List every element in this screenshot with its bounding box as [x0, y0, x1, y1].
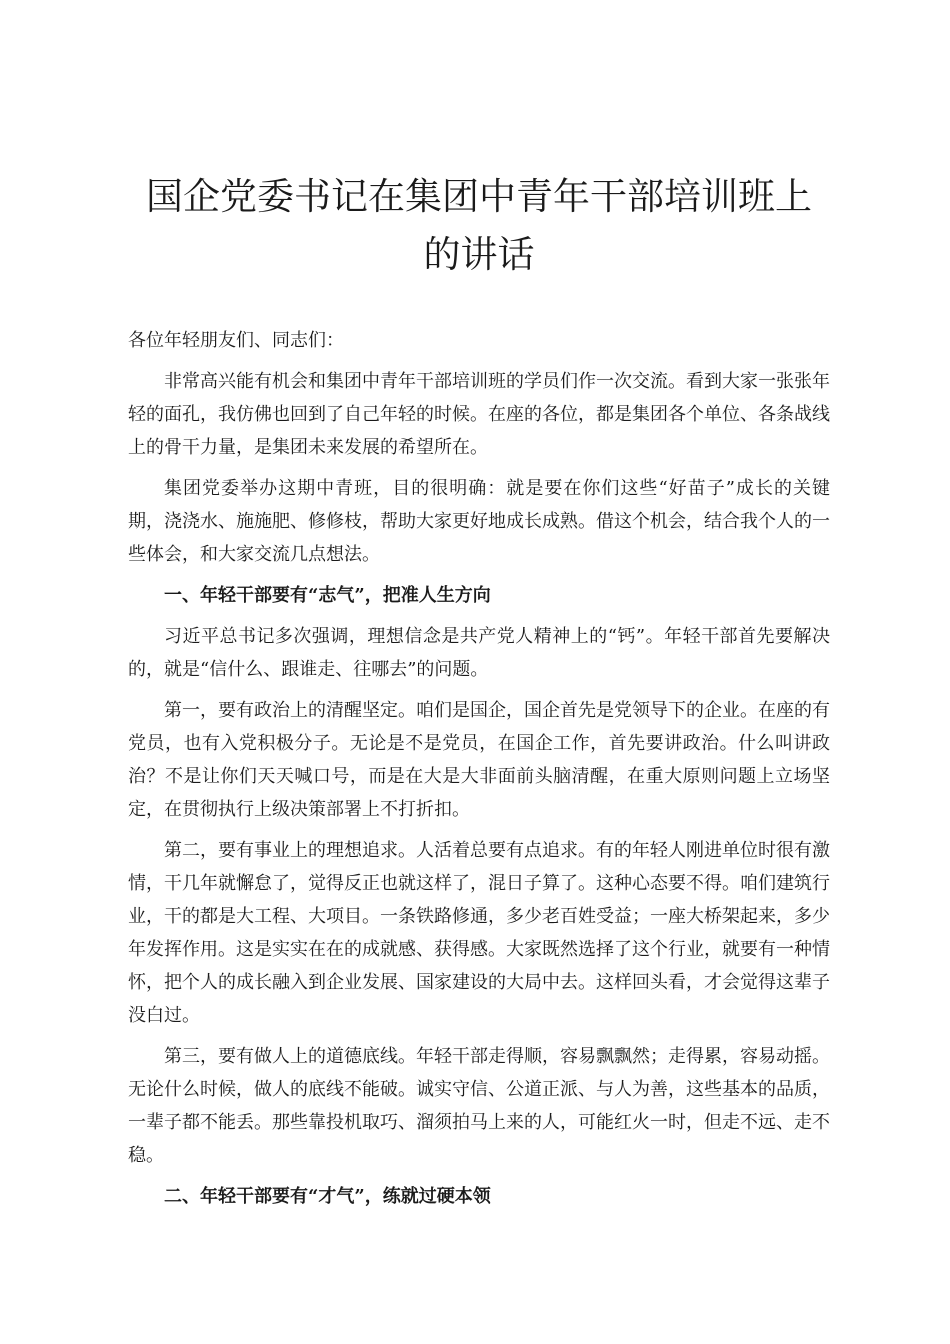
section-1-paragraph-2: 第一，要有政治上的清醒坚定。咱们是国企，国企首先是党领导下的企业。在座的有党员，也有入党积极分子。无论是不是党员，在国企工作，首先要讲政治。什么叫讲政治？不是让你们天天喊口号，而是在大是大非面前头脑清醒，在重大原则问题上立场坚定，在贯彻执行上级决策部署上不打折扣。 — [128, 700, 830, 820]
section-1-heading: 一、年轻干部要有“志气”，把准人生方向 — [164, 585, 491, 606]
intro-paragraph-1: 非常高兴能有机会和集团中青年干部培训班的学员们作一次交流。看到大家一张张年轻的面孔，我仿佛也回到了自己年轻的时候。在座的各位，都是集团各个单位、各条战线上的骨干力量，是集团未来发展的希望所在。 — [128, 371, 830, 458]
salutation: 各位年轻朋友们、同志们： — [128, 330, 344, 351]
section-2-heading: 二、年轻干部要有“才气”，练就过硬本领 — [164, 1186, 491, 1207]
intro-paragraph-2: 集团党委举办这期中青班，目的很明确：就是要在你们这些“好苗子”成长的关键期，浇浇水、施施肥、修修枝，帮助大家更好地成长成熟。借这个机会，结合我个人的一些体会，和大家交流几点想法。 — [128, 478, 830, 565]
section-1-paragraph-3: 第二，要有事业上的理想追求。人活着总要有点追求。有的年轻人刚进单位时很有激情，干几年就懈怠了，觉得反正也就这样了，混日子算了。这种心态要不得。咱们建筑行业，干的都是大工程、大项目。一条铁路修通，多少老百姓受益；一座大桥架起来，多少年发挥作用。这是实实在在的成就感、获得感。大家既然选择了这个行业，就要有一种情怀，把个人的成长融入到企业发展、国家建设的大局中去。这样回头看，才会觉得这辈子没白过。 — [128, 840, 830, 1026]
document-page — [128, 168, 830, 1221]
section-1-paragraph-1: 习近平总书记多次强调，理想信念是共产党人精神上的“钙”。年轻干部首先要解决的，就是“信什么、跟谁走、往哪去”的问题。 — [128, 626, 830, 680]
section-1-paragraph-4: 第三，要有做人上的道德底线。年轻干部走得顺，容易飘飘然；走得累，容易动摇。无论什么时候，做人的底线不能破。诚实守信、公道正派、与人为善，这些基本的品质，一辈子都不能丢。那些靠投机取巧、溜须拍马上来的人，可能红火一时，但走不远、走不稳。 — [128, 1046, 830, 1166]
document-title: 国企党委书记在集团中青年干部培训班上的讲话 — [146, 175, 812, 276]
